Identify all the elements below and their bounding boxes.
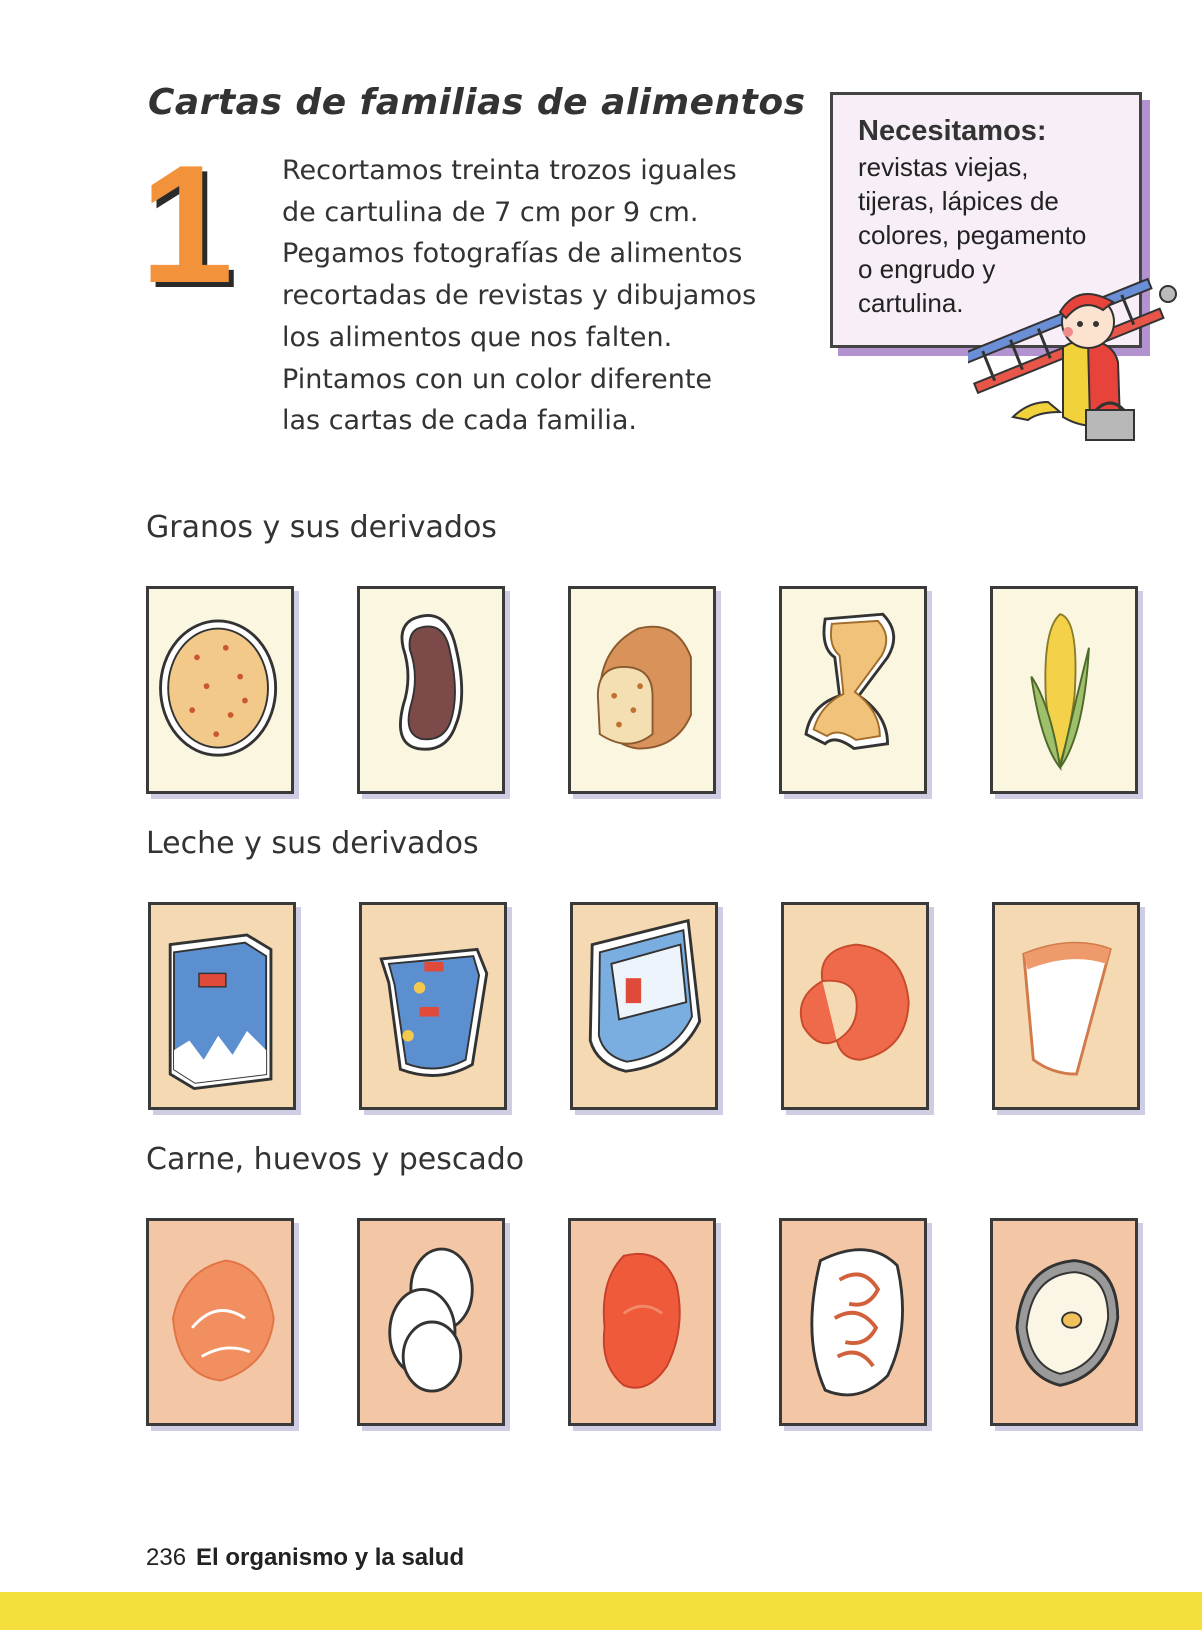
food-card (146, 586, 294, 794)
instruction-line: Pintamos con un color diferente (282, 363, 713, 395)
food-card (781, 902, 929, 1110)
food-card (779, 1218, 927, 1426)
instruction-line: las cartas de cada familia. (282, 405, 637, 437)
food-card (357, 1218, 505, 1426)
instruction-line: recortadas de revistas y dibujamos (282, 280, 757, 312)
section-label-grains: Granos y sus derivados (146, 510, 497, 545)
page-footer (146, 1544, 464, 1572)
page-title: Cartas de familias de alimentos (148, 82, 806, 123)
cheese-wedge-icon (995, 905, 1137, 1107)
materials-line: cartulina. (858, 288, 964, 318)
materials-line: revistas viejas, (858, 152, 1029, 182)
materials-line: tijeras, lápices de (858, 186, 1059, 216)
butter-icon (573, 905, 715, 1107)
footer-bar (0, 1592, 1202, 1630)
food-card (779, 586, 927, 794)
tortilla-icon (149, 589, 291, 791)
corn-icon (993, 589, 1135, 791)
food-card (992, 902, 1140, 1110)
instruction-line: Recortamos treinta trozos iguales (282, 155, 737, 186)
food-card (148, 902, 296, 1110)
yogurt-icon (362, 905, 504, 1107)
instruction-line: de cartulina de 7 cm por 9 cm. (282, 196, 699, 228)
instruction-line: Pegamos fotografías de alimentos (282, 238, 743, 270)
materials-line: o engrudo y (858, 254, 996, 284)
instruction-line: los alimentos que nos falten. (282, 321, 673, 353)
section-label-protein: Carne, huevos y pescado (146, 1142, 525, 1177)
instructions-text (282, 150, 802, 442)
food-card (990, 586, 1138, 794)
milk-carton-icon (151, 905, 293, 1107)
chapter-title: El organismo y la salud (196, 1544, 465, 1571)
chicken-icon (149, 1221, 291, 1423)
bean-icon (360, 589, 502, 791)
shrimp-icon (782, 1221, 924, 1423)
food-card (146, 1218, 294, 1426)
meat-icon (571, 1221, 713, 1423)
mascot-illustration-icon (968, 252, 1186, 452)
section-label-dairy: Leche y sus derivados (146, 826, 479, 861)
eggs-icon (360, 1221, 502, 1423)
food-card (568, 1218, 716, 1426)
food-card (570, 902, 718, 1110)
step-number: 1 (140, 130, 234, 318)
cheese-wheel-icon (784, 905, 926, 1107)
food-card (990, 1218, 1138, 1426)
bread-icon (571, 589, 713, 791)
materials-line: colores, pegamento (858, 220, 1087, 250)
fish-steak-icon (993, 1221, 1135, 1423)
food-card (359, 902, 507, 1110)
food-card (357, 586, 505, 794)
page-number: 236 (146, 1544, 187, 1571)
food-card (568, 586, 716, 794)
pasta-icon (782, 589, 924, 791)
materials-title: Necesitamos: (858, 115, 1047, 147)
